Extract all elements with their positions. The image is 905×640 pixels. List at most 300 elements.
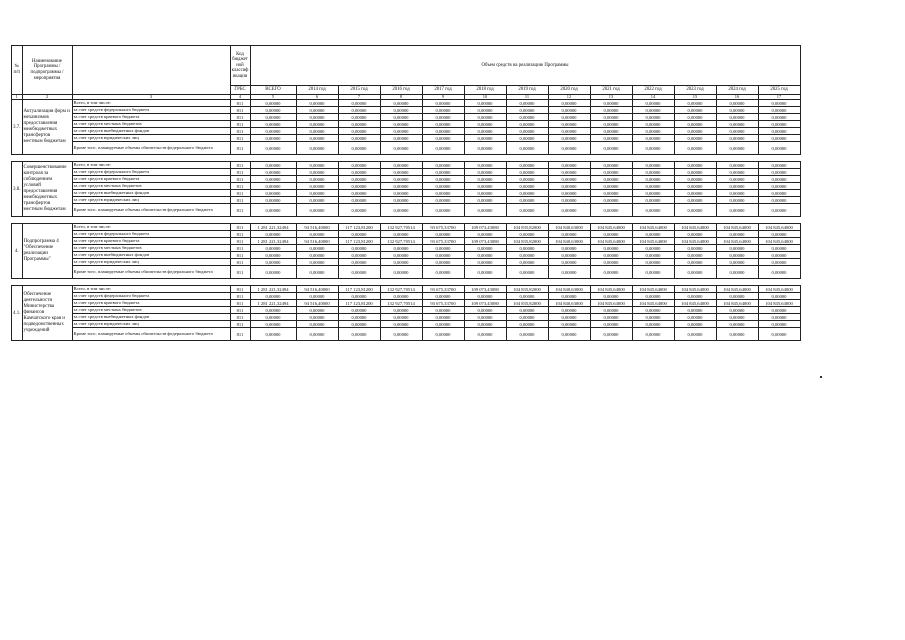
total-value: 0,00000 [250, 169, 296, 176]
year-value: 0,00000 [464, 162, 506, 169]
total-value: 0,00000 [250, 231, 296, 238]
grbs-code: 811 [230, 169, 250, 176]
year-value: 0,00000 [632, 142, 674, 155]
header-year: 2024 год [716, 86, 758, 95]
header-total: ВСЕГО [250, 86, 296, 95]
grbs-code: 811 [230, 114, 250, 121]
year-value: 0,00000 [296, 321, 338, 328]
year-value: 0,00000 [506, 183, 548, 190]
total-value: 0,00000 [250, 314, 296, 321]
year-value: 0,00000 [674, 307, 716, 314]
year-value: 0,00000 [758, 259, 800, 266]
year-value: 0,00000 [548, 135, 590, 142]
funding-source: за счет средств юридических лиц [72, 259, 230, 266]
year-value: 104 840,63000 [548, 286, 590, 293]
year-value: 0,00000 [506, 314, 548, 321]
section-gap [12, 217, 801, 224]
year-value: 0,00000 [548, 204, 590, 217]
year-value: 0,00000 [380, 135, 422, 142]
year-value: 0,00000 [758, 204, 800, 217]
year-value: 0,00000 [464, 114, 506, 121]
year-value: 0,00000 [674, 328, 716, 341]
year-value: 0,00000 [338, 162, 380, 169]
year-value: 0,00000 [674, 162, 716, 169]
column-index: 14 [632, 95, 674, 100]
table-row [12, 135, 801, 142]
year-value: 0,00000 [506, 245, 548, 252]
column-index: 9 [422, 95, 464, 100]
section-number: 3.7. [12, 100, 23, 155]
year-value: 0,00000 [632, 307, 674, 314]
year-value: 0,00000 [296, 259, 338, 266]
column-index: 3 [72, 95, 230, 100]
year-value: 0,00000 [590, 100, 632, 107]
year-value: 0,00000 [674, 135, 716, 142]
header-year: 2018 год [464, 86, 506, 95]
year-value: 0,00000 [632, 231, 674, 238]
section-name: Актуализация форм и механизмов предоставления межбюджетных трансфертов местным бюджетам [22, 100, 72, 155]
table-row [12, 231, 801, 238]
year-value: 0,00000 [422, 100, 464, 107]
year-value: 0,00000 [632, 114, 674, 121]
year-value: 0,00000 [758, 307, 800, 314]
year-value: 0,00000 [506, 204, 548, 217]
year-value: 0,00000 [338, 252, 380, 259]
year-value: 117 123,81200 [338, 300, 380, 307]
column-index: 7 [338, 95, 380, 100]
year-value: 0,00000 [506, 176, 548, 183]
total-value: 1 281 221,32494 [250, 238, 296, 245]
table-row [12, 286, 801, 293]
year-value: 0,00000 [506, 142, 548, 155]
year-value: 0,00000 [548, 100, 590, 107]
year-value: 0,00000 [758, 142, 800, 155]
year-value: 0,00000 [590, 231, 632, 238]
total-value: 0,00000 [250, 190, 296, 197]
grbs-code: 811 [230, 321, 250, 328]
grbs-code: 811 [230, 197, 250, 204]
year-value: 0,00000 [380, 142, 422, 155]
year-value: 0,00000 [506, 307, 548, 314]
funding-source: Всего, в том числе: [72, 224, 230, 231]
year-value: 0,00000 [632, 107, 674, 114]
year-value: 0,00000 [548, 245, 590, 252]
year-value: 0,00000 [380, 169, 422, 176]
header-year: 2022 год [632, 86, 674, 95]
year-value: 0,00000 [380, 190, 422, 197]
year-value: 0,00000 [674, 231, 716, 238]
year-value: 0,00000 [548, 142, 590, 155]
funding-source: за счет средств федерального бюджета [72, 293, 230, 300]
column-index: 6 [296, 95, 338, 100]
year-value: 0,00000 [632, 314, 674, 321]
grbs-code: 811 [230, 293, 250, 300]
year-value: 132 927,70514 [380, 286, 422, 293]
year-value: 0,00000 [548, 162, 590, 169]
total-value: 0,00000 [250, 162, 296, 169]
year-value: 0,00000 [590, 314, 632, 321]
year-value: 0,00000 [716, 204, 758, 217]
funding-source: Всего, в том числе: [72, 286, 230, 293]
table-row [12, 121, 801, 128]
year-value: 0,00000 [632, 328, 674, 341]
year-value: 0,00000 [380, 197, 422, 204]
year-value: 0,00000 [296, 107, 338, 114]
year-value: 0,00000 [338, 293, 380, 300]
funding-source: за счет средств краевого бюджета [72, 114, 230, 121]
grbs-code: 811 [230, 162, 250, 169]
year-value: 0,00000 [674, 252, 716, 259]
year-value: 109 073,43080 [464, 224, 506, 231]
total-value: 0,00000 [250, 121, 296, 128]
year-value: 0,00000 [506, 162, 548, 169]
header-program-name: Наименование Программы / подпрограммы / мероприятия [22, 46, 72, 95]
year-value: 0,00000 [422, 142, 464, 155]
total-value: 0,00000 [250, 135, 296, 142]
year-value: 0,00000 [380, 183, 422, 190]
year-value: 0,00000 [464, 314, 506, 321]
year-value: 0,00000 [506, 121, 548, 128]
year-value: 0,00000 [464, 142, 506, 155]
table-row [12, 142, 801, 155]
column-index: 5 [250, 95, 296, 100]
table-row [12, 252, 801, 259]
year-value: 104 835,82000 [506, 300, 548, 307]
year-value: 0,00000 [422, 204, 464, 217]
year-value: 0,00000 [422, 328, 464, 341]
year-value: 104 835,82000 [506, 238, 548, 245]
year-value: 0,00000 [380, 293, 422, 300]
year-value: 0,00000 [716, 121, 758, 128]
year-value: 0,00000 [758, 231, 800, 238]
year-value: 0,00000 [716, 314, 758, 321]
year-value: 0,00000 [716, 183, 758, 190]
year-value: 0,00000 [464, 183, 506, 190]
year-value: 0,00000 [632, 204, 674, 217]
year-value: 0,00000 [632, 190, 674, 197]
table-row [12, 314, 801, 321]
year-value: 0,00000 [506, 266, 548, 279]
total-value: 0,00000 [250, 321, 296, 328]
year-value: 93 675,33700 [422, 300, 464, 307]
year-value: 0,00000 [758, 176, 800, 183]
total-value: 0,00000 [250, 293, 296, 300]
year-value: 0,00000 [296, 190, 338, 197]
table-row [12, 293, 801, 300]
year-value: 93 675,33700 [422, 224, 464, 231]
total-value: 1 281 221,32494 [250, 286, 296, 293]
year-value: 0,00000 [422, 314, 464, 321]
header-year: 2020 год [548, 86, 590, 95]
total-value: 0,00000 [250, 245, 296, 252]
year-value: 0,00000 [380, 107, 422, 114]
year-value: 104 840,63000 [548, 300, 590, 307]
year-value: 0,00000 [590, 204, 632, 217]
grbs-code: 811 [230, 100, 250, 107]
grbs-code: 811 [230, 121, 250, 128]
year-value: 0,00000 [506, 100, 548, 107]
year-value: 0,00000 [296, 176, 338, 183]
year-value: 0,00000 [464, 197, 506, 204]
year-value: 0,00000 [590, 293, 632, 300]
year-value: 0,00000 [338, 114, 380, 121]
year-value: 0,00000 [590, 259, 632, 266]
year-value: 0,00000 [674, 190, 716, 197]
year-value: 0,00000 [590, 114, 632, 121]
year-value: 0,00000 [296, 252, 338, 259]
year-value: 0,00000 [590, 321, 632, 328]
year-value: 0,00000 [296, 328, 338, 341]
year-value: 0,00000 [380, 121, 422, 128]
funding-source: Кроме того, планируемые объемы обязательств федерального бюджета [72, 266, 230, 279]
year-value: 104 845,64000 [758, 300, 800, 307]
year-value: 0,00000 [422, 169, 464, 176]
year-value: 93 675,33700 [422, 238, 464, 245]
year-value: 0,00000 [590, 266, 632, 279]
year-value: 0,00000 [758, 114, 800, 121]
year-value: 0,00000 [590, 169, 632, 176]
year-value: 0,00000 [758, 328, 800, 341]
year-value: 104 845,64000 [632, 300, 674, 307]
column-index: 2 [22, 95, 72, 100]
year-value: 0,00000 [548, 307, 590, 314]
grbs-code: 811 [230, 238, 250, 245]
year-value: 0,00000 [380, 128, 422, 135]
year-value: 0,00000 [548, 293, 590, 300]
funding-source: Всего, в том числе: [72, 100, 230, 107]
column-index: 8 [380, 95, 422, 100]
year-value: 0,00000 [296, 135, 338, 142]
scan-speck [820, 376, 822, 378]
year-value: 0,00000 [674, 259, 716, 266]
header-year: 2014 год [296, 86, 338, 95]
year-value: 0,00000 [632, 252, 674, 259]
year-value: 0,00000 [464, 259, 506, 266]
year-value: 0,00000 [338, 307, 380, 314]
grbs-code: 811 [230, 245, 250, 252]
program-funding-table [11, 45, 801, 341]
year-value: 0,00000 [506, 128, 548, 135]
year-value: 0,00000 [296, 169, 338, 176]
funding-source: Кроме того, планируемые объемы обязательств федерального бюджета [72, 142, 230, 155]
year-value: 0,00000 [548, 328, 590, 341]
year-value: 0,00000 [674, 142, 716, 155]
year-value: 0,00000 [632, 183, 674, 190]
year-value: 0,00000 [506, 169, 548, 176]
year-value: 0,00000 [674, 204, 716, 217]
year-value: 0,00000 [716, 328, 758, 341]
total-value: 1 281 221,32494 [250, 224, 296, 231]
year-value: 0,00000 [338, 107, 380, 114]
total-value: 0,00000 [250, 107, 296, 114]
year-value: 0,00000 [464, 190, 506, 197]
section-number: 4. [12, 224, 23, 279]
year-value: 0,00000 [464, 135, 506, 142]
year-value: 0,00000 [590, 307, 632, 314]
grbs-code: 811 [230, 176, 250, 183]
year-value: 109 073,43080 [464, 300, 506, 307]
year-value: 0,00000 [338, 204, 380, 217]
year-value: 0,00000 [338, 100, 380, 107]
header-year: 2025 год [758, 86, 800, 95]
year-value: 0,00000 [632, 162, 674, 169]
grbs-code: 811 [230, 107, 250, 114]
year-value: 0,00000 [548, 252, 590, 259]
total-value: 0,00000 [250, 252, 296, 259]
total-value: 0,00000 [250, 307, 296, 314]
header-year: 2023 год [674, 86, 716, 95]
funding-source: за счет средств юридических лиц [72, 321, 230, 328]
year-value: 0,00000 [338, 190, 380, 197]
year-value: 0,00000 [506, 328, 548, 341]
year-value: 104 845,64000 [590, 300, 632, 307]
total-value: 0,00000 [250, 183, 296, 190]
year-value: 0,00000 [590, 183, 632, 190]
year-value: 0,00000 [716, 169, 758, 176]
grbs-code: 811 [230, 266, 250, 279]
column-index: 4 [230, 95, 250, 100]
year-value: 0,00000 [758, 321, 800, 328]
year-value: 0,00000 [506, 197, 548, 204]
year-value: 0,00000 [758, 135, 800, 142]
grbs-code: 811 [230, 314, 250, 321]
year-value: 0,00000 [548, 259, 590, 266]
year-value: 104 835,82000 [506, 286, 548, 293]
year-value: 0,00000 [758, 266, 800, 279]
year-value: 0,00000 [464, 176, 506, 183]
year-value: 0,00000 [674, 128, 716, 135]
year-value: 109 073,43080 [464, 286, 506, 293]
year-value: 0,00000 [716, 135, 758, 142]
year-value: 104 845,64000 [590, 238, 632, 245]
year-value: 0,00000 [548, 314, 590, 321]
table-row [12, 128, 801, 135]
section-name: Совершенствование контроля за соблюдением условий предоставления межбюджетных трансфертов местным бюджетам [22, 162, 72, 217]
year-value: 0,00000 [674, 321, 716, 328]
year-value: 0,00000 [338, 245, 380, 252]
year-value: 0,00000 [590, 328, 632, 341]
year-value: 0,00000 [758, 314, 800, 321]
year-value: 0,00000 [590, 162, 632, 169]
year-value: 0,00000 [674, 100, 716, 107]
year-value: 0,00000 [758, 121, 800, 128]
year-value: 0,00000 [674, 293, 716, 300]
header-budget-code: Код бюджет ной классиф икации [230, 46, 250, 86]
year-value: 0,00000 [296, 231, 338, 238]
year-value: 0,00000 [422, 259, 464, 266]
year-value: 0,00000 [590, 197, 632, 204]
section-gap [12, 279, 801, 286]
year-value: 0,00000 [716, 107, 758, 114]
year-value: 0,00000 [380, 307, 422, 314]
funding-source: за счет средств местных бюджетов [72, 183, 230, 190]
grbs-code: 811 [230, 307, 250, 314]
funding-source: за счет средств краевого бюджета [72, 238, 230, 245]
year-value: 0,00000 [758, 128, 800, 135]
year-value: 0,00000 [296, 183, 338, 190]
year-value: 0,00000 [548, 190, 590, 197]
year-value: 104 845,64000 [590, 286, 632, 293]
year-value: 104 840,63000 [548, 224, 590, 231]
year-value: 0,00000 [464, 252, 506, 259]
year-value: 0,00000 [422, 128, 464, 135]
funding-source: за счет средств внебюджетных фондов [72, 190, 230, 197]
header-grbs: ГРБС [230, 86, 250, 95]
year-value: 0,00000 [632, 266, 674, 279]
section-name: Подпрограмма 4 "Обеспечение реализации Программы" [22, 224, 72, 279]
table-row [12, 224, 801, 231]
year-value: 0,00000 [506, 293, 548, 300]
table-row [12, 238, 801, 245]
year-value: 104 845,64000 [674, 224, 716, 231]
year-value: 0,00000 [548, 121, 590, 128]
column-index: 1 [12, 95, 23, 100]
year-value: 132 927,70514 [380, 224, 422, 231]
year-value: 0,00000 [338, 183, 380, 190]
grbs-code: 811 [230, 183, 250, 190]
year-value: 94 516,40000 [296, 286, 338, 293]
year-value: 0,00000 [758, 100, 800, 107]
year-value: 0,00000 [464, 328, 506, 341]
grbs-code: 811 [230, 300, 250, 307]
year-value: 0,00000 [422, 107, 464, 114]
year-value: 0,00000 [380, 231, 422, 238]
year-value: 104 845,64000 [632, 224, 674, 231]
year-value: 0,00000 [632, 135, 674, 142]
funding-source: за счет средств местных бюджетов [72, 307, 230, 314]
header-source [72, 46, 230, 95]
total-value: 0,00000 [250, 114, 296, 121]
year-value: 0,00000 [716, 162, 758, 169]
year-value: 0,00000 [464, 307, 506, 314]
year-value: 0,00000 [758, 190, 800, 197]
year-value: 94 516,40000 [296, 238, 338, 245]
year-value: 0,00000 [632, 121, 674, 128]
year-value: 132 927,70514 [380, 300, 422, 307]
year-value: 0,00000 [380, 321, 422, 328]
year-value: 0,00000 [548, 197, 590, 204]
year-value: 0,00000 [380, 176, 422, 183]
year-value: 0,00000 [464, 245, 506, 252]
year-value: 0,00000 [590, 135, 632, 142]
year-value: 0,00000 [590, 121, 632, 128]
year-value: 0,00000 [716, 245, 758, 252]
year-value: 0,00000 [632, 321, 674, 328]
year-value: 104 845,64000 [674, 300, 716, 307]
grbs-code: 811 [230, 231, 250, 238]
table-row [12, 307, 801, 314]
column-index: 10 [464, 95, 506, 100]
year-value: 0,00000 [380, 204, 422, 217]
year-value: 0,00000 [338, 176, 380, 183]
year-value: 0,00000 [338, 328, 380, 341]
year-value: 0,00000 [716, 114, 758, 121]
funding-source: за счет средств федерального бюджета [72, 231, 230, 238]
column-index: 16 [716, 95, 758, 100]
year-value: 0,00000 [422, 162, 464, 169]
year-value: 0,00000 [758, 183, 800, 190]
year-value: 0,00000 [464, 204, 506, 217]
year-value: 0,00000 [422, 114, 464, 121]
year-value: 0,00000 [296, 204, 338, 217]
year-value: 0,00000 [506, 252, 548, 259]
year-value: 0,00000 [338, 314, 380, 321]
year-value: 0,00000 [338, 142, 380, 155]
year-value: 0,00000 [296, 100, 338, 107]
year-value: 0,00000 [674, 183, 716, 190]
header-number: № п/п [12, 46, 23, 95]
funding-source: Кроме того, планируемые объемы обязательств федерального бюджета [72, 204, 230, 217]
